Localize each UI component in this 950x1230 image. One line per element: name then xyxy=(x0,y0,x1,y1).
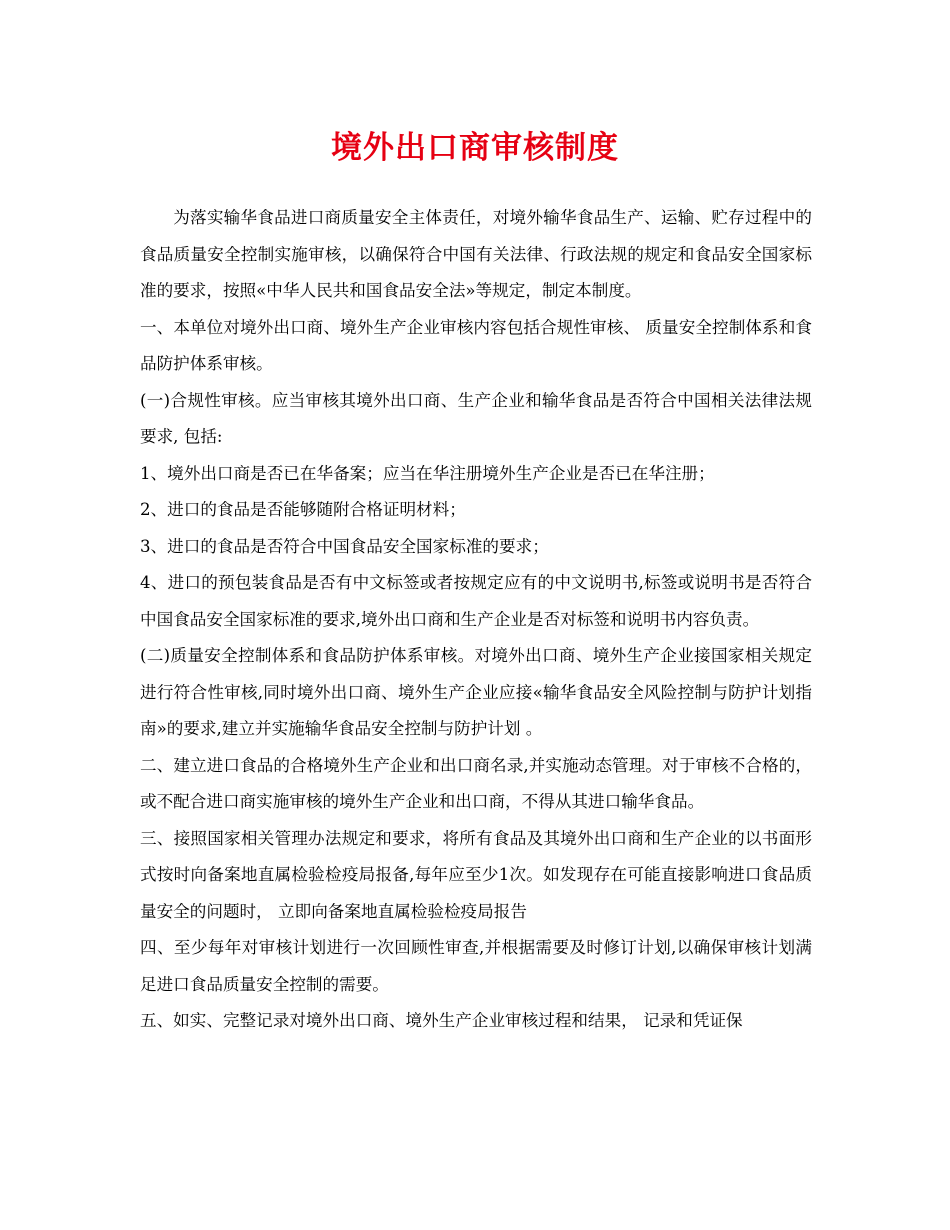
compliance-item-2: 2、进口的食品是否能够随附合格证明材料； xyxy=(140,500,466,519)
section-two-paragraph: 二、建立进口食品的合格境外生产企业和出口商名录,并实施动态管理。对于审核不合格的，或不配合进口商实施审核的境外生产企业和出口商，不得从其进口输华食品。 xyxy=(140,755,812,811)
compliance-item-3: 3、进口的食品是否符合中国食品安全国家标准的要求； xyxy=(140,536,549,556)
subsection-quality-control-paragraph: (二)质量安全控制体系和食品防护体系审核。对境外出口商、境外生产企业接国家相关规定进行符合性审核,同时境外出口商、境外生产企业应接«输华食品安全风险控制与防护计划指南»的要求,建立并实施输华食品安全控制与防护计划 。 xyxy=(140,646,812,738)
document-body xyxy=(140,200,812,1040)
compliance-item-4: 4、进口的预包装食品是否有中文标签或者按规定应有的中文说明书,标签或说明书是否符合中国食品安全国家标准的要求,境外出口商和生产企业是否对标签和说明书内容负责。 xyxy=(140,573,812,629)
section-five-paragraph: 五、如实、完整记录对境外出口商、境外生产企业审核过程和结果， 记录和凭证保 xyxy=(140,1011,743,1030)
section-one-paragraph: 一、本单位对境外出口商、境外生产企业审核内容包括合规性审核、 质量安全控制体系和食品防护体系审核。 xyxy=(140,317,812,373)
subsection-compliance-paragraph: (一)合规性审核。应当审核其境外出口商、生产企业和输华食品是否符合中国相关法律法规要求, 包括: xyxy=(140,390,812,446)
intro-paragraph: 为落实输华食品进口商质量安全主体责任，对境外输华食品生产、运输、贮存过程中的食品质量安全控制实施审核，以确保符合中国有关法律、行政法规的规定和食品安全国家标准的要求，按照«中华人民共和国食品安全法»等规定，制定本制度。 xyxy=(140,208,812,300)
section-three-paragraph: 三、接照国家相关管理办法规定和要求，将所有食品及其境外出口商和生产企业的以书面形式按时向备案地直属检验检疫局报备,每年应至少1次。如发现存在可能直接影响进口食品质量安全的问题时， 立即向备案地直属检验检疫局报告 xyxy=(140,828,812,921)
document-title: 境外出口商审核制度 xyxy=(331,130,619,166)
section-four-paragraph: 四、至少每年对审核计划进行一次回顾性审查,并根据需要及时修订计划,以确保审核计划满足进口食品质量安全控制的需要。 xyxy=(140,938,812,994)
compliance-item-1: 1、境外出口商是否已在华备案；应当在华注册境外生产企业是否已在华注册； xyxy=(140,463,715,483)
